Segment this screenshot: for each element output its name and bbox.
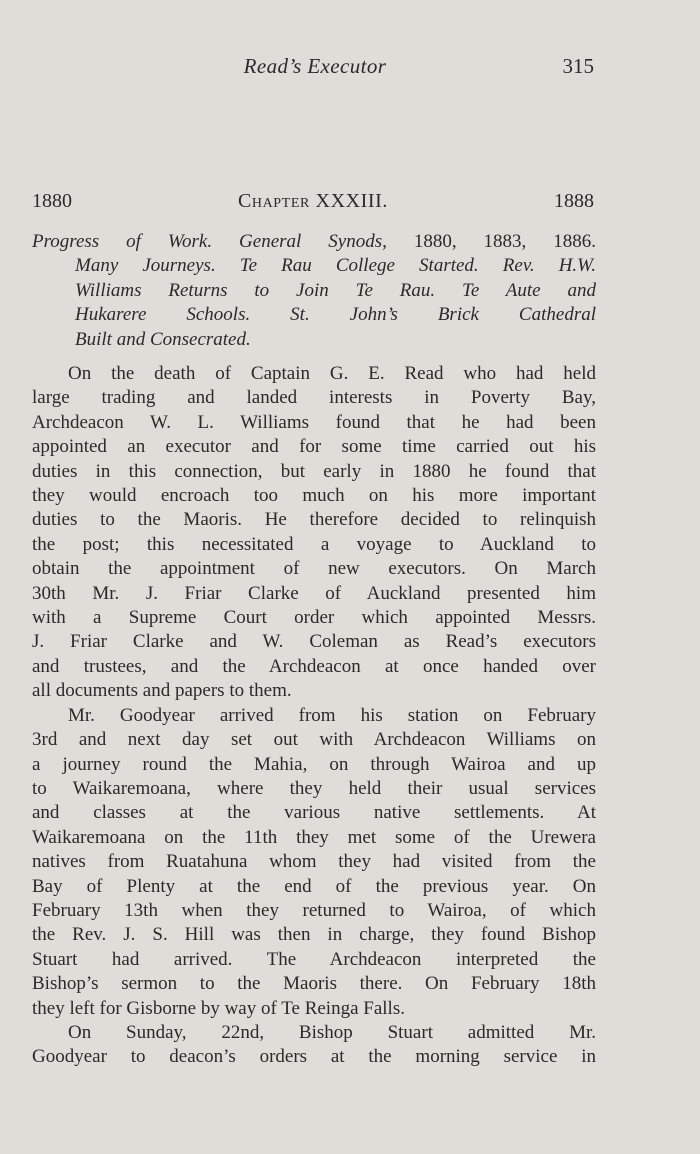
body-line: Mr. Goodyear arrived from his station on February (68, 704, 596, 726)
body-line: and classes at the various native settlements. At (32, 802, 596, 824)
body-line: natives from Ruatahuna whom they had visited from the (32, 851, 596, 873)
body-line: Bay of Plenty at the end of the previous year. On (32, 875, 596, 897)
body-text (32, 362, 596, 1070)
page-number: 315 (562, 54, 594, 78)
body-line: large trading and landed interests in Poverty Bay, (32, 387, 596, 409)
running-title: Read’s Executor (243, 54, 387, 78)
body-line: with a Supreme Court order which appointed Messrs. (32, 607, 596, 629)
body-line: 3rd and next day set out with Archdeacon Williams on (32, 729, 596, 751)
synopsis-line (32, 230, 596, 254)
body-line: duties to the Maoris. He therefore decided to relinquish (32, 509, 596, 531)
body-line: the post; this necessitated a voyage to Auckland to (32, 533, 596, 555)
body-line: 30th Mr. J. Friar Clarke of Auckland presented him (32, 582, 596, 604)
synopsis-line: Hukarere Schools. St. John’s Brick Cathedral (75, 304, 596, 326)
body-line: and trustees, and the Archdeacon at once handed over (32, 655, 596, 677)
body-line: Stuart had arrived. The Archdeacon interpreted the (32, 948, 596, 970)
body-line: all documents and papers to them. (32, 680, 292, 702)
body-line: appointed an executor and for some time carried out his (32, 436, 596, 458)
body-line: they left for Gisborne by way of Te Reinga Falls. (32, 997, 405, 1019)
body-line: a journey round the Mahia, on through Wairoa and up (32, 753, 596, 775)
chapter-year-end: 1888 (554, 190, 594, 212)
body-line: they would encroach too much on his more important (32, 485, 596, 507)
chapter-title: Chapter XXXIII. (237, 190, 389, 212)
chapter-synopsis (32, 230, 596, 352)
body-line: February 13th when they returned to Wairoa, of which (32, 899, 596, 921)
body-line: Goodyear to deacon’s orders at the morning service in (32, 1046, 596, 1068)
body-line: obtain the appointment of new executors. On March (32, 558, 596, 580)
synopsis-dates: 1880, 1883, 1886. (413, 231, 597, 252)
chapter-heading (32, 190, 594, 218)
synopsis-line: Many Journeys. Te Rau College Started. Rev. H.W. (75, 255, 596, 277)
body-line: the Rev. J. S. Hill was then in charge, they found Bishop (32, 924, 596, 946)
body-line: duties in this connection, but early in 1880 he found that (32, 460, 596, 482)
body-line: J. Friar Clarke and W. Coleman as Read’s executors (32, 631, 596, 653)
body-line: On the death of Captain G. E. Read who had held (68, 363, 596, 384)
synopsis-line: Built and Consecrated. (75, 328, 251, 350)
chapter-year-start: 1880 (32, 190, 72, 212)
body-line: Archdeacon W. L. Williams found that he had been (32, 411, 596, 433)
running-head (0, 54, 700, 84)
body-line: Waikaremoana on the 11th they met some of the Urewera (32, 826, 596, 848)
synopsis-line: Williams Returns to Join Te Rau. Te Aute and (75, 279, 596, 301)
synopsis-line-text: Progress of Work. General Synods, 1880, 1883, 1886. (32, 231, 597, 252)
body-line: to Waikaremoana, where they held their usual services (32, 777, 596, 799)
body-line: Bishop’s sermon to the Maoris there. On February 18th (32, 973, 596, 995)
body-line: On Sunday, 22nd, Bishop Stuart admitted Mr. (68, 1021, 596, 1043)
